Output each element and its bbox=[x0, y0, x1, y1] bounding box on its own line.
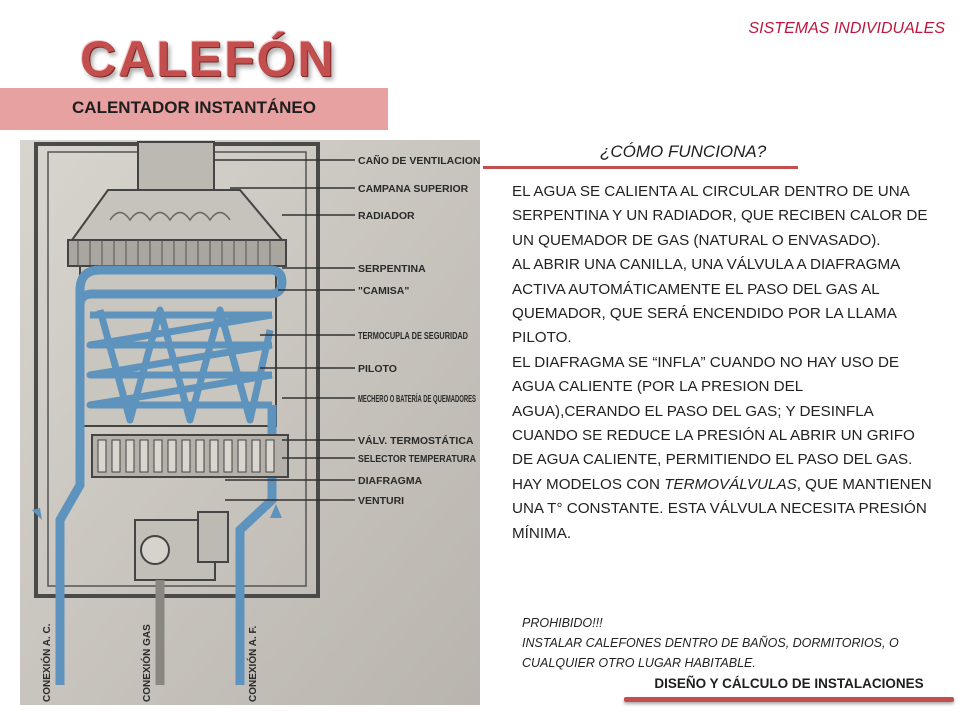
slide-title: CALEFÓN bbox=[80, 31, 336, 87]
label-radiador: RADIADOR bbox=[358, 210, 415, 222]
section-heading: ¿CÓMO FUNCIONA? bbox=[600, 142, 767, 161]
label-serpentina: SERPENTINA bbox=[358, 263, 426, 275]
label-venturi: VENTURI bbox=[358, 495, 405, 507]
pipe-label-af: CONEXIÓN A. F. bbox=[248, 625, 259, 702]
label-selector-temperatura: SELECTOR TEMPERATURA bbox=[358, 453, 477, 465]
warning-text: INSTALAR CALEFONES DENTRO DE BAÑOS, DORMITORIOS, O CUALQUIER OTRO LUGAR HABITABLE. bbox=[522, 636, 899, 670]
label-valv-termostatica: VÁLV. TERMOSTÁTICA bbox=[358, 435, 474, 447]
paragraph-1: EL AGUA SE CALIENTA AL CIRCULAR DENTRO DE UNA SERPENTINA Y UN RADIADOR, QUE RECIBEN CALOR DE UN QUEMADOR DE GAS (NATURAL O ENVASADO). bbox=[512, 183, 928, 249]
label-cano-ventilacion: CAÑO DE VENTILACION bbox=[358, 155, 481, 167]
warning-title: PROHIBIDO!!! bbox=[522, 616, 603, 630]
heading-underline bbox=[483, 166, 798, 169]
pipe-label-gas: CONEXIÓN GAS bbox=[142, 624, 153, 702]
label-piloto: PILOTO bbox=[358, 363, 397, 375]
paragraph-4-pre: HAY MODELOS CON bbox=[512, 475, 665, 493]
paragraph-2: AL ABRIR UNA CANILLA, UNA VÁLVULA A DIAFRAGMA ACTIVA AUTOMÁTICAMENTE EL PASO DEL GAS AL QUEMADOR, QUE SERÁ ENCENDIDO POR LA LLAMA PILOTO. bbox=[512, 256, 900, 347]
label-termocupla: TERMOCUPLA DE SEGURIDAD bbox=[358, 330, 469, 342]
label-campana-superior: CAMPANA SUPERIOR bbox=[358, 183, 469, 195]
paragraph-4-post: , QUE MANTIENEN UNA T° CONSTANTE. ESTA VÁLVULA NECESITA PRESIÓN MÍNIMA. bbox=[512, 475, 932, 542]
label-diafragma: DIAFRAGMA bbox=[358, 475, 423, 487]
paragraph-4 bbox=[512, 473, 932, 546]
label-camisa: "CAMISA" bbox=[358, 285, 410, 297]
paragraph-3: EL DIAFRAGMA SE “INFLA” CUANDO NO HAY USO DE AGUA CALIENTE (POR LA PRESION DEL AGUA),CERANDO EL PASO DEL GAS; Y DESINFLA CUANDO SE REDUCE LA PRESIÓN AL ABRIR UN GRIFO DE AGUA CALIENTE, PERMITIENDO EL PASO DEL GAS. bbox=[512, 353, 915, 469]
footer-course: DISEÑO Y CÁLCULO DE INSTALACIONES bbox=[654, 676, 924, 691]
warning-block bbox=[522, 613, 952, 673]
section-tag: SISTEMAS INDIVIDUALES bbox=[748, 20, 945, 37]
label-mechero: MECHERO O BATERÍA DE QUEMADORES bbox=[358, 393, 569, 405]
explanation-text bbox=[512, 180, 932, 546]
slide-subtitle: CALENTADOR INSTANTÁNEO bbox=[72, 98, 316, 117]
footer-underline bbox=[624, 697, 954, 702]
paragraph-4-italic: TERMOVÁLVULAS bbox=[664, 475, 797, 493]
pipe-label-ac: CONEXIÓN A. C. bbox=[42, 623, 53, 702]
